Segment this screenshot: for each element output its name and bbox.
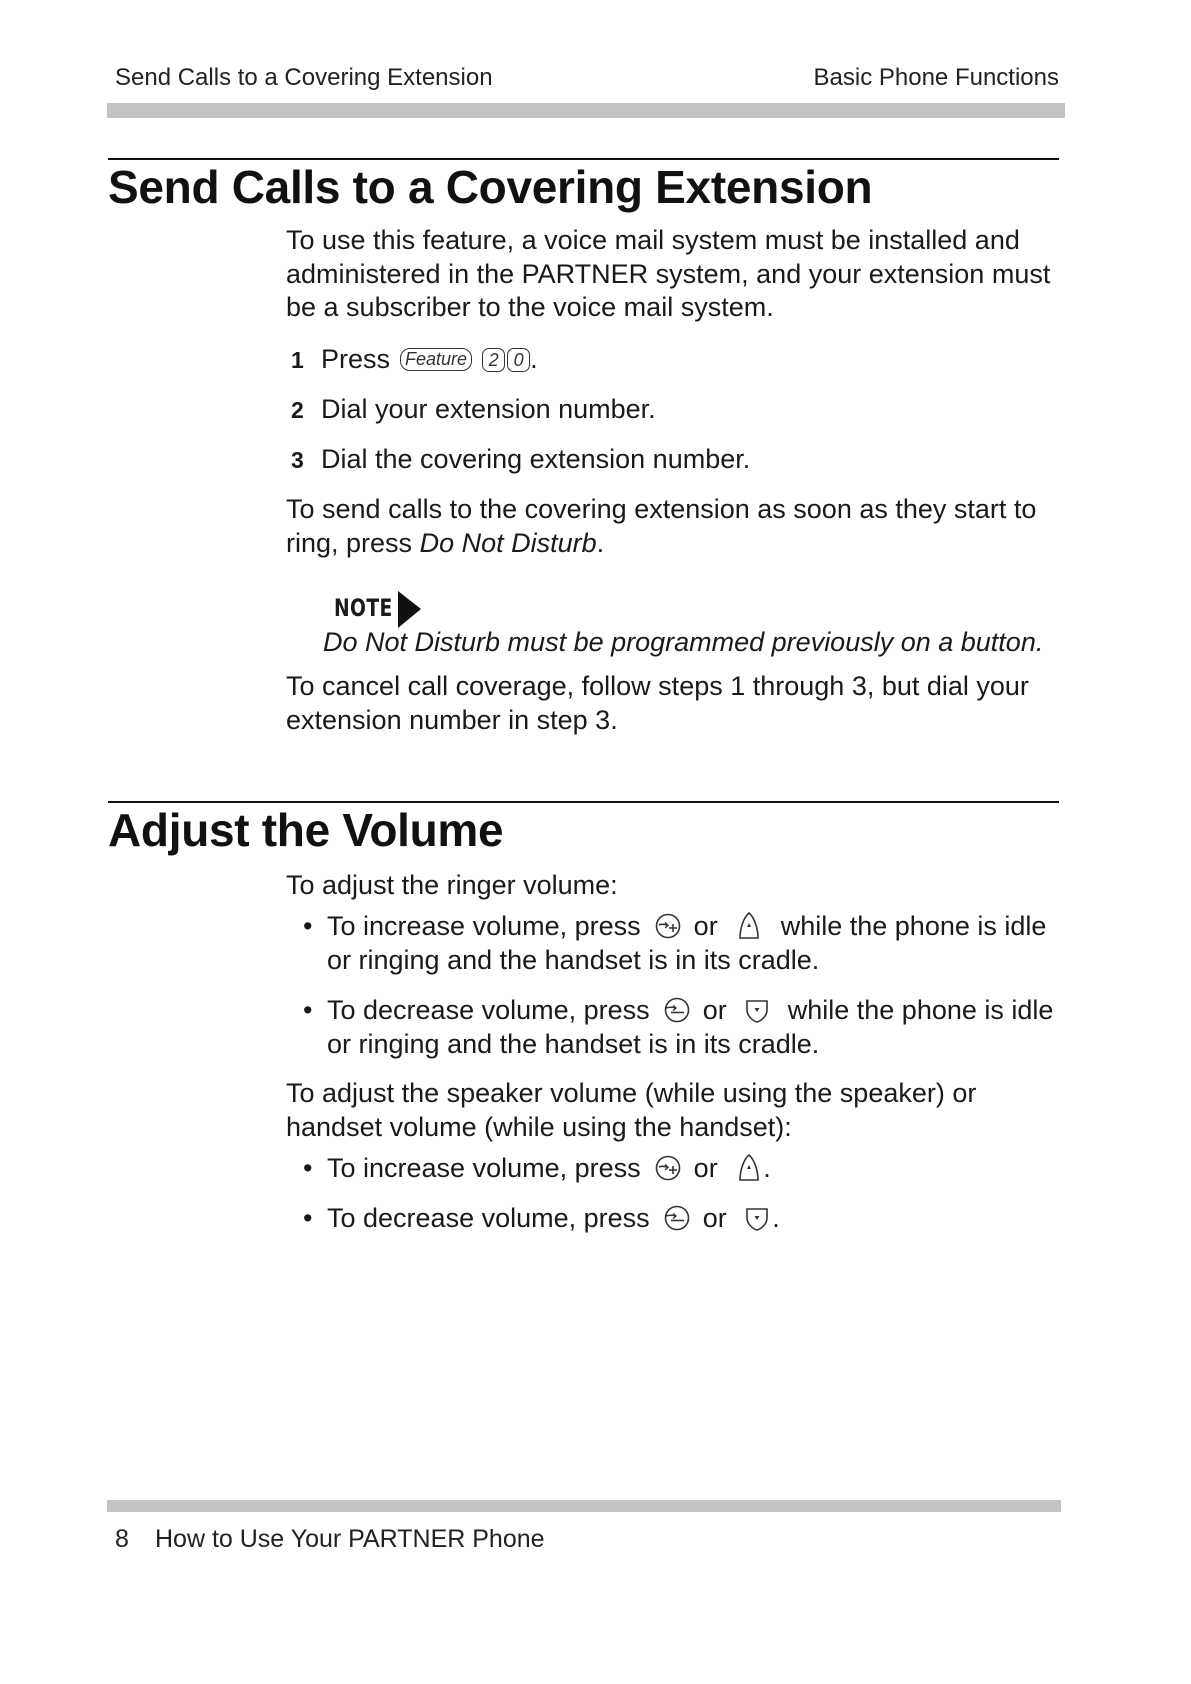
bullet: • [303,995,313,1025]
volume-down-round-icon [663,996,691,1024]
volume-up-arrow-icon [737,1153,761,1183]
bullet-end: . [772,1203,780,1233]
running-header-left: Send Calls to a Covering Extension [115,64,493,91]
step-number: 2 [291,397,304,423]
bullet-text: while the phone is idle or ringing and the handset is in its cradle. [327,911,1047,975]
note-label: NOTE [334,594,393,622]
bullet-end: . [763,1153,771,1183]
bullet-text: To increase volume, press [327,1153,641,1183]
page-number: 8 [115,1525,129,1553]
footer-bar [107,1500,1061,1512]
dnd-text: To send calls to the covering extension as soon as they start to ring, press [286,494,1037,558]
speaker-bullet-increase [303,1152,1067,1186]
dnd-emphasis: Do Not Disturb [419,527,597,558]
volume-up-arrow-icon [737,911,761,941]
step-text: Dial your extension number. [321,394,656,424]
step-text: Press [321,344,391,374]
bullet: • [303,1203,313,1233]
volume-up-round-icon [654,1154,682,1182]
bullet-text: while the phone is idle or ringing and the handset is in its cradle. [327,995,1054,1059]
note-text: Do Not Disturb must be programmed previously on a button. [323,627,1044,657]
ringer-intro: To adjust the ringer volume: [286,870,618,900]
footer-title: How to Use Your PARTNER Phone [155,1525,545,1553]
dnd-paragraph [286,493,1066,560]
dial-key-2: 2 [482,348,505,372]
speaker-intro: To adjust the speaker volume (while using the speaker) or handset volume (while using the handset): [286,1078,977,1142]
section-title: Adjust the Volume [108,804,504,856]
step-number: 3 [291,447,304,473]
step-text: Dial the covering extension number. [321,444,751,474]
volume-down-arrow-icon [744,998,770,1024]
volume-down-round-icon [663,1204,691,1232]
speaker-bullet-decrease [303,1202,1067,1236]
ringer-bullet-decrease [303,994,1067,1061]
ringer-bullet-increase [303,910,1067,977]
feature-key: Feature [400,348,472,371]
step-2 [291,394,656,425]
bullet: • [303,1153,313,1183]
header-bar [107,103,1065,118]
section-title: Send Calls to a Covering Extension [108,161,873,213]
running-header-right: Basic Phone Functions [813,64,1059,91]
step-number: 1 [291,347,304,373]
step-end: . [530,344,538,374]
bullet-text: To decrease volume, press [327,995,650,1025]
dial-key-0: 0 [507,348,530,372]
bullet-text: To decrease volume, press [327,1203,650,1233]
bullet-or: or [702,995,727,1025]
volume-down-arrow-icon [744,1206,770,1232]
bullet: • [303,911,313,941]
cancel-paragraph: To cancel call coverage, follow steps 1 through 3, but dial your extension number in step 3. [286,671,1029,735]
step-1 [291,344,538,375]
bullet-or: or [702,1203,727,1233]
intro-paragraph: To use this feature, a voice mail system must be installed and administered in the PARTNER system, and your extension must be a subscriber to the voice mail system. [286,225,1051,322]
bullet-text: To increase volume, press [327,911,641,941]
bullet-or: or [693,911,718,941]
volume-up-round-icon [654,912,682,940]
bullet-or: or [693,1153,718,1183]
step-3 [291,444,750,475]
note-arrow-icon [396,590,422,630]
dnd-end: . [596,527,605,558]
